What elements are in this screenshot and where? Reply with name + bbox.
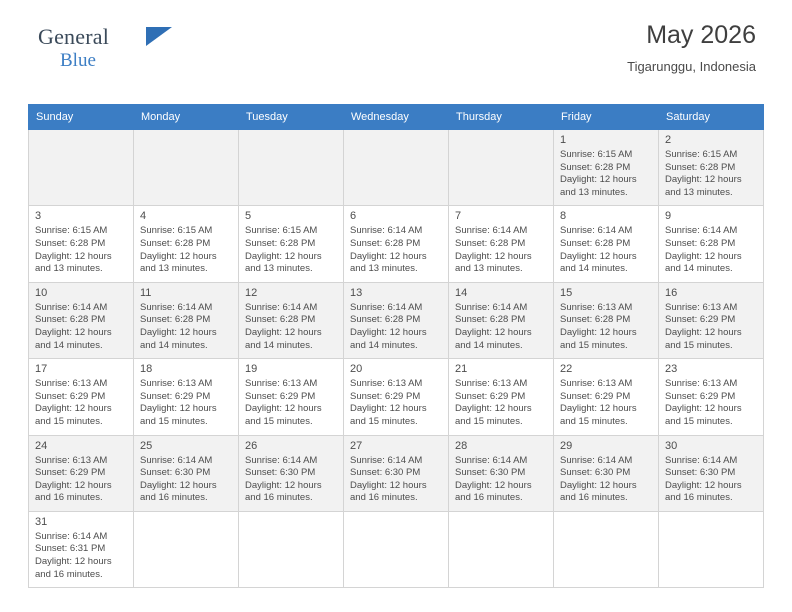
daylight-text-line1: Daylight: 12 hours [245,479,322,491]
calendar-cell-empty [239,511,344,587]
weekday-header-sunday: Sunday [29,105,134,130]
sunset-text: Sunset: 6:28 PM [455,314,526,326]
calendar-day-cell[interactable] [344,206,449,282]
day-sun-info [455,455,548,505]
daylight-text-line2: and 15 minutes. [455,415,523,427]
day-sun-info [350,302,443,352]
sunrise-text: Sunrise: 6:14 AM [560,225,633,237]
sunrise-text: Sunrise: 6:13 AM [560,378,633,390]
sunset-text: Sunset: 6:28 PM [560,314,631,326]
calendar-week-row [29,206,764,282]
daylight-text-line2: and 15 minutes. [245,415,313,427]
calendar-day-cell[interactable] [344,282,449,358]
sunrise-text: Sunrise: 6:14 AM [350,301,423,313]
calendar-day-cell[interactable] [554,435,659,511]
daylight-text-line1: Daylight: 12 hours [455,403,532,415]
day-number: 23 [665,363,678,376]
calendar-day-cell[interactable] [449,282,554,358]
sunset-text: Sunset: 6:28 PM [140,314,211,326]
calendar-day-cell[interactable] [134,435,239,511]
daylight-text-line1: Daylight: 12 hours [350,403,427,415]
daylight-text-line1: Daylight: 12 hours [245,326,322,338]
daylight-text-line1: Daylight: 12 hours [560,326,637,338]
sunrise-text: Sunrise: 6:13 AM [35,378,108,390]
sunset-text: Sunset: 6:30 PM [245,467,316,479]
day-number: 31 [35,515,48,528]
day-number: 5 [245,210,252,223]
daylight-text-line1: Daylight: 12 hours [350,479,427,491]
sunset-text: Sunset: 6:30 PM [455,467,526,479]
sunset-text: Sunset: 6:29 PM [140,390,211,402]
sunrise-text: Sunrise: 6:14 AM [455,454,528,466]
daylight-text-line1: Daylight: 12 hours [665,174,742,186]
day-number: 13 [350,286,363,299]
daylight-text-line2: and 13 minutes. [665,186,733,198]
daylight-text-line1: Daylight: 12 hours [665,326,742,338]
day-number: 2 [665,134,672,146]
daylight-text-line2: and 16 minutes. [455,492,523,504]
weekday-header-monday: Monday [134,105,239,130]
sunrise-text: Sunrise: 6:13 AM [350,378,423,390]
daylight-text-line2: and 15 minutes. [665,415,733,427]
daylight-text-line2: and 15 minutes. [35,415,103,427]
day-number: 7 [455,210,462,223]
daylight-text-line2: and 14 minutes. [665,263,733,275]
logo-text-general: General [38,24,110,49]
day-number: 18 [140,363,153,376]
daylight-text-line2: and 16 minutes. [350,492,418,504]
calendar-day-cell[interactable] [344,435,449,511]
calendar-day-cell[interactable] [29,435,134,511]
daylight-text-line2: and 14 minutes. [350,339,418,351]
sunset-text: Sunset: 6:29 PM [665,314,736,326]
daylight-text-line2: and 16 minutes. [665,492,733,504]
sunset-text: Sunset: 6:28 PM [560,161,631,173]
day-number: 12 [245,286,258,299]
sunset-text: Sunset: 6:29 PM [455,390,526,402]
daylight-text-line2: and 14 minutes. [560,263,628,275]
calendar-day-cell[interactable] [29,282,134,358]
day-sun-info [245,225,338,275]
sunset-text: Sunset: 6:30 PM [140,467,211,479]
daylight-text-line2: and 14 minutes. [455,339,523,351]
daylight-text-line1: Daylight: 12 hours [35,556,112,568]
calendar-day-cell[interactable] [659,130,764,206]
daylight-text-line2: and 15 minutes. [665,339,733,351]
sunrise-text: Sunrise: 6:14 AM [245,454,318,466]
sunset-text: Sunset: 6:30 PM [350,467,421,479]
daylight-text-line1: Daylight: 12 hours [455,250,532,262]
day-number: 16 [665,286,678,299]
day-sun-info [665,302,758,352]
sunrise-text: Sunrise: 6:15 AM [140,225,213,237]
calendar-day-cell[interactable] [239,435,344,511]
sunrise-text: Sunrise: 6:14 AM [665,225,738,237]
day-sun-info [245,455,338,505]
day-number: 1 [560,134,567,146]
calendar-cell-empty [344,511,449,587]
daylight-text-line1: Daylight: 12 hours [665,403,742,415]
calendar-day-cell[interactable] [134,206,239,282]
daylight-text-line1: Daylight: 12 hours [140,326,217,338]
day-sun-info [350,455,443,505]
sunrise-text: Sunrise: 6:14 AM [560,454,633,466]
day-number: 8 [560,210,567,223]
daylight-text-line1: Daylight: 12 hours [560,479,637,491]
daylight-text-line2: and 14 minutes. [35,339,103,351]
sunset-text: Sunset: 6:28 PM [35,237,106,249]
calendar-body [29,130,764,588]
day-number: 10 [35,286,48,299]
daylight-text-line1: Daylight: 12 hours [350,326,427,338]
sunset-text: Sunset: 6:28 PM [560,237,631,249]
weekday-header-wednesday: Wednesday [344,105,449,130]
day-sun-info [35,455,128,505]
day-sun-info [35,302,128,352]
calendar-day-cell[interactable] [29,359,134,435]
calendar-day-cell[interactable] [134,359,239,435]
day-number: 28 [455,439,468,452]
sunrise-text: Sunrise: 6:14 AM [140,301,213,313]
calendar-cell-empty [29,130,134,206]
day-number: 25 [140,439,153,452]
sunset-text: Sunset: 6:28 PM [245,237,316,249]
weekday-header-tuesday: Tuesday [239,105,344,130]
daylight-text-line2: and 16 minutes. [35,568,103,580]
calendar-day-cell[interactable] [554,130,659,206]
calendar-cell-empty [554,511,659,587]
day-number: 30 [665,439,678,452]
sunrise-text: Sunrise: 6:14 AM [245,301,318,313]
sunset-text: Sunset: 6:28 PM [350,314,421,326]
day-sun-info [560,378,653,428]
daylight-text-line2: and 14 minutes. [140,339,208,351]
weekday-header-friday: Friday [554,105,659,130]
sunrise-text: Sunrise: 6:15 AM [35,225,108,237]
logo-text-blue: Blue [60,50,96,71]
logo-triangle-icon [146,27,172,46]
day-sun-info [560,225,653,275]
day-sun-info [455,378,548,428]
daylight-text-line2: and 15 minutes. [560,415,628,427]
sunrise-text: Sunrise: 6:13 AM [665,378,738,390]
day-sun-info [665,378,758,428]
sunset-text: Sunset: 6:29 PM [35,467,106,479]
daylight-text-line1: Daylight: 12 hours [455,479,532,491]
calendar-day-cell[interactable] [659,435,764,511]
daylight-text-line2: and 13 minutes. [560,186,628,198]
calendar-day-cell[interactable] [659,359,764,435]
calendar-cell-empty [134,130,239,206]
calendar-day-cell[interactable] [29,511,134,587]
calendar-cell-empty [344,130,449,206]
calendar-header-row [29,105,764,130]
sunset-text: Sunset: 6:29 PM [35,390,106,402]
daylight-text-line1: Daylight: 12 hours [140,403,217,415]
calendar-cell-empty [659,511,764,587]
sunset-text: Sunset: 6:30 PM [665,467,736,479]
day-sun-info [350,378,443,428]
daylight-text-line2: and 15 minutes. [140,415,208,427]
day-number: 24 [35,439,48,452]
calendar-week-row [29,282,764,358]
sunset-text: Sunset: 6:29 PM [665,390,736,402]
daylight-text-line1: Daylight: 12 hours [140,479,217,491]
day-number: 22 [560,363,573,376]
day-number: 20 [350,363,363,376]
day-number: 6 [350,210,357,223]
day-sun-info [245,302,338,352]
day-sun-info [140,225,233,275]
sunrise-text: Sunrise: 6:15 AM [665,149,738,160]
day-number: 17 [35,363,48,376]
day-number: 3 [35,210,42,223]
day-sun-info [35,225,128,275]
day-number: 21 [455,363,468,376]
sunrise-text: Sunrise: 6:13 AM [560,301,633,313]
daylight-text-line1: Daylight: 12 hours [455,326,532,338]
daylight-text-line1: Daylight: 12 hours [350,250,427,262]
daylight-text-line1: Daylight: 12 hours [665,250,742,262]
daylight-text-line1: Daylight: 12 hours [35,479,112,491]
daylight-text-line1: Daylight: 12 hours [560,250,637,262]
sunset-text: Sunset: 6:29 PM [245,390,316,402]
daylight-text-line2: and 13 minutes. [455,263,523,275]
day-sun-info [35,378,128,428]
sunset-text: Sunset: 6:28 PM [245,314,316,326]
page-title: May 2026 [646,21,756,49]
sunset-text: Sunset: 6:31 PM [35,543,106,555]
day-sun-info [560,455,653,505]
daylight-text-line2: and 14 minutes. [245,339,313,351]
day-sun-info [560,302,653,352]
calendar-day-cell[interactable] [449,359,554,435]
day-number: 26 [245,439,258,452]
day-sun-info [665,455,758,505]
sunrise-text: Sunrise: 6:13 AM [665,301,738,313]
calendar-day-cell[interactable] [554,359,659,435]
daylight-text-line1: Daylight: 12 hours [665,479,742,491]
calendar-cell-empty [449,511,554,587]
daylight-text-line1: Daylight: 12 hours [245,250,322,262]
sunset-text: Sunset: 6:29 PM [350,390,421,402]
daylight-text-line1: Daylight: 12 hours [35,326,112,338]
day-sun-info [455,225,548,275]
daylight-text-line2: and 13 minutes. [35,263,103,275]
sunrise-text: Sunrise: 6:13 AM [455,378,528,390]
sunrise-text: Sunrise: 6:14 AM [455,225,528,237]
daylight-text-line1: Daylight: 12 hours [560,174,637,186]
daylight-text-line1: Daylight: 12 hours [245,403,322,415]
location-subtitle: Tigarunggu, Indonesia [627,58,756,74]
logo[interactable] [38,26,228,76]
calendar-day-cell[interactable] [449,206,554,282]
day-number: 11 [140,286,152,299]
sunrise-text: Sunrise: 6:14 AM [140,454,213,466]
title-block [627,22,756,74]
sunset-text: Sunset: 6:30 PM [560,467,631,479]
daylight-text-line2: and 13 minutes. [350,263,418,275]
page-header [34,0,758,74]
sunrise-text: Sunrise: 6:13 AM [35,454,108,466]
calendar-day-cell[interactable] [239,206,344,282]
daylight-text-line1: Daylight: 12 hours [35,403,112,415]
sunset-text: Sunset: 6:28 PM [140,237,211,249]
day-sun-info [140,302,233,352]
sunrise-text: Sunrise: 6:14 AM [665,454,738,466]
calendar-day-cell[interactable] [239,282,344,358]
sunset-text: Sunset: 6:28 PM [455,237,526,249]
sunset-text: Sunset: 6:28 PM [35,314,106,326]
sunrise-text: Sunrise: 6:14 AM [35,530,108,542]
sunrise-text: Sunrise: 6:15 AM [560,149,633,160]
day-number: 19 [245,363,258,376]
calendar-day-cell[interactable] [554,206,659,282]
sunset-text: Sunset: 6:28 PM [665,237,736,249]
calendar-day-cell[interactable] [134,282,239,358]
daylight-text-line2: and 15 minutes. [350,415,418,427]
daylight-text-line2: and 16 minutes. [35,492,103,504]
calendar-day-cell[interactable] [29,206,134,282]
day-number: 27 [350,439,363,452]
daylight-text-line1: Daylight: 12 hours [35,250,112,262]
day-number: 14 [455,286,468,299]
day-sun-info [350,225,443,275]
sunset-text: Sunset: 6:28 PM [350,237,421,249]
calendar-day-cell[interactable] [659,206,764,282]
sunset-text: Sunset: 6:29 PM [560,390,631,402]
day-sun-info [140,455,233,505]
daylight-text-line2: and 16 minutes. [560,492,628,504]
calendar-day-cell[interactable] [554,282,659,358]
calendar-day-cell[interactable] [659,282,764,358]
day-sun-info [35,531,128,581]
day-number: 4 [140,210,147,223]
calendar-day-cell[interactable] [344,359,449,435]
calendar-cell-empty [239,130,344,206]
sunrise-text: Sunrise: 6:14 AM [350,454,423,466]
calendar-week-row [29,435,764,511]
daylight-text-line1: Daylight: 12 hours [560,403,637,415]
calendar-day-cell[interactable] [449,435,554,511]
calendar-week-row [29,359,764,435]
day-sun-info [455,302,548,352]
calendar-table [28,104,764,588]
calendar-cell-empty [134,511,239,587]
calendar-week-row [29,130,764,206]
sunrise-text: Sunrise: 6:14 AM [35,301,108,313]
day-number: 15 [560,286,573,299]
daylight-text-line2: and 16 minutes. [140,492,208,504]
sunrise-text: Sunrise: 6:13 AM [140,378,213,390]
daylight-text-line2: and 13 minutes. [245,263,313,275]
daylight-text-line2: and 16 minutes. [245,492,313,504]
weekday-header-saturday: Saturday [659,105,764,130]
day-sun-info [140,378,233,428]
day-number: 29 [560,439,573,452]
calendar-day-cell[interactable] [239,359,344,435]
daylight-text-line1: Daylight: 12 hours [140,250,217,262]
day-sun-info [665,149,758,199]
day-sun-info [245,378,338,428]
sunset-text: Sunset: 6:28 PM [665,161,736,173]
daylight-text-line2: and 13 minutes. [140,263,208,275]
day-number: 9 [665,210,672,223]
day-sun-info [665,225,758,275]
calendar-week-row [29,511,764,587]
daylight-text-line2: and 15 minutes. [560,339,628,351]
sunrise-text: Sunrise: 6:13 AM [245,378,318,390]
sunrise-text: Sunrise: 6:14 AM [350,225,423,237]
day-sun-info [560,149,653,199]
weekday-header-thursday: Thursday [449,105,554,130]
sunrise-text: Sunrise: 6:14 AM [455,301,528,313]
calendar-cell-empty [449,130,554,206]
sunrise-text: Sunrise: 6:15 AM [245,225,318,237]
